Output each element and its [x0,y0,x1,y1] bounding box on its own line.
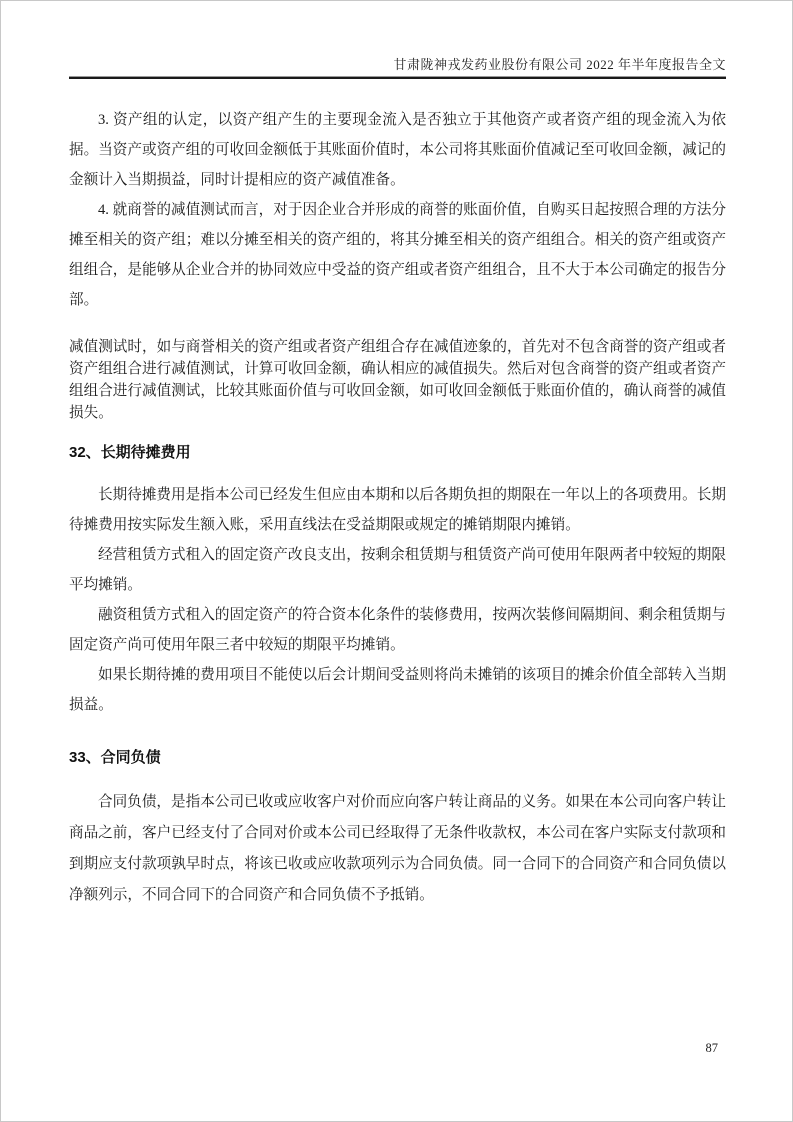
section-heading-33-contract-liabilities: 33、合同负债 [69,749,161,766]
paragraph-finance-lease-decoration: 融资租赁方式租入的固定资产的符合资本化条件的装修费用，按两次装修间隔期间、剩余租赁期与固定资产尚可使用年限三者中较短的期限平均摊销。 [69,607,726,653]
paragraph-ltde-definition: 长期待摊费用是指本公司已经发生但应由本期和以后各期负担的期限在一年以上的各项费用。长期待摊费用按实际发生额入账，采用直线法在受益期限或规定的摊销期限内摊销。 [69,487,726,533]
paragraph-impairment-test-procedure: 减值测试时，如与商誉相关的资产组或者资产组组合存在减值迹象的，首先对不包含商誉的资产组或者资产组组合进行减值测试，计算可收回金额，确认相应的减值损失。然后对包含商誉的资产组或者资产组组合进行减值测试，比较其账面价值与可收回金额，如可收回金额低于账面价值的，确认商誉的减值损失。 [69,339,726,421]
paragraph-contract-liability-definition: 合同负债，是指本公司已收或应收客户对价而应向客户转让商品的义务。如果在本公司向客户转让商品之前，客户已经支付了合同对价或本公司已经取得了无条件收款权，本公司在客户实际支付款项和到期应支付款项孰早时点，将该已收或应收款项列示为合同负债。同一合同下的合同资产和合同负债以净额列示，不同合同下的合同资产和合同负债不予抵销。 [69,794,726,903]
paragraph-asset-group-recognition: 3. 资产组的认定，以资产组产生的主要现金流入是否独立于其他资产或者资产组的现金流入为依据。当资产或资产组的可收回金额低于其账面价值时，本公司将其账面价值减记至可收回金额，减记的金额计入当期损益，同时计提相应的资产减值准备。 [69,112,726,188]
page-number: 87 [705,1041,718,1055]
paragraph-ltde-transfer-to-profit-loss: 如果长期待摊的费用项目不能使以后会计期间受益则将尚未摊销的该项目的摊余价值全部转入当期损益。 [69,667,726,713]
paragraph-goodwill-impairment: 4. 就商誉的减值测试而言，对于因企业合并形成的商誉的账面价值，自购买日起按照合理的方法分摊至相关的资产组；难以分摊至相关的资产组的，将其分摊至相关的资产组组合。相关的资产组或资产组组合，是能够从企业合并的协同效应中受益的资产组或者资产组组合，且不大于本公司确定的报告分部。 [69,202,726,308]
section-heading-32-long-term-deferred-expenses: 32、长期待摊费用 [69,444,191,461]
page-content [69,57,726,911]
paragraph-operating-lease-improvement: 经营租赁方式租入的固定资产改良支出，按剩余租赁期与租赁资产尚可使用年限两者中较短的期限平均摊销。 [69,547,726,593]
running-header: 甘肃陇神戎发药业股份有限公司 2022 年半年度报告全文 [69,57,726,79]
